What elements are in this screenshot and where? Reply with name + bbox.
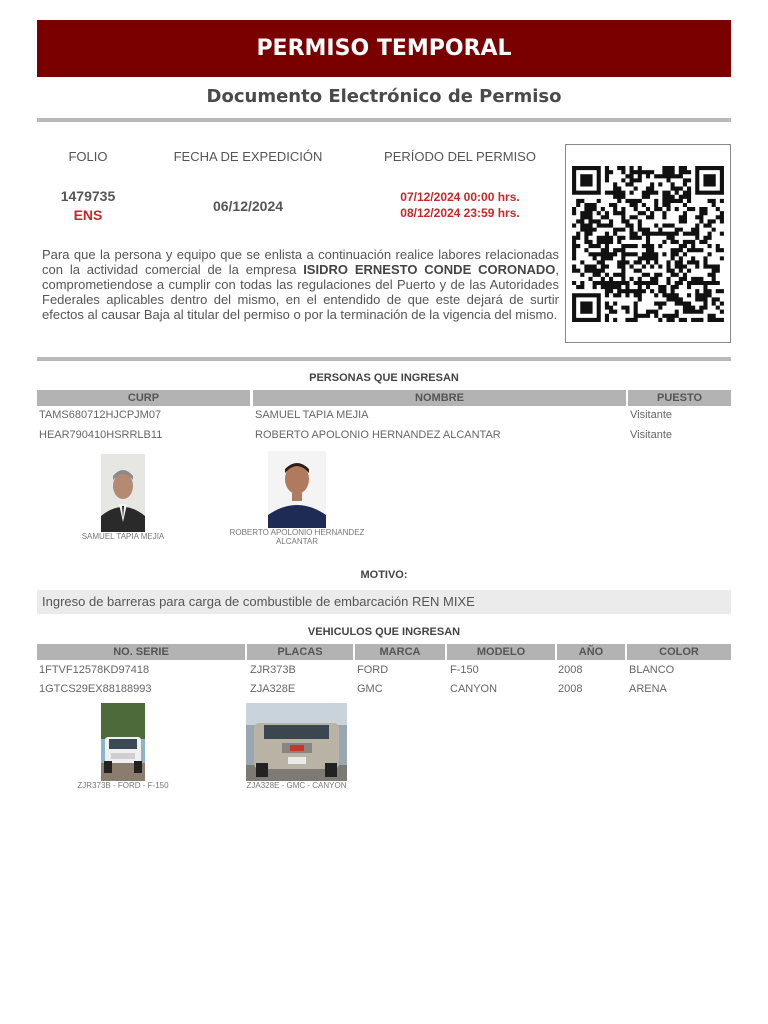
person-photo-caption: ROBERTO APOLONIO HERNANDEZ ALCANTAR <box>229 528 365 546</box>
column-header-puesto: PUESTO <box>628 390 731 406</box>
vehicle-photo-caption: ZJR373B - FORD - F-150 <box>77 781 169 790</box>
persona-curp: TAMS680712HJCPJM07 <box>39 409 162 421</box>
vehiculo-modelo: F-150 <box>450 664 479 676</box>
vehiculo-placas: ZJA328E <box>250 683 296 695</box>
vehiculo-color: ARENA <box>629 683 667 695</box>
persona-puesto: Visitante <box>630 429 672 441</box>
fecha-value: 06/12/2024 <box>212 198 284 214</box>
person-photo <box>268 451 326 528</box>
motivo-text: Ingreso de barreras para carga de combustible de embarcación REN MIXE <box>37 590 731 614</box>
column-header-modelo: MODELO <box>447 644 555 660</box>
vehiculo-color: BLANCO <box>629 664 675 676</box>
persona-curp: HEAR790410HSRRLB11 <box>39 429 163 441</box>
person-photo-caption: SAMUEL TAPIA MEJIA <box>81 532 165 541</box>
vehiculo-serie: 1FTVF12578KD97418 <box>39 664 150 676</box>
qr-code <box>565 144 731 343</box>
divider <box>37 118 731 122</box>
column-header-color: COLOR <box>627 644 731 660</box>
permit-text-part1: Para que la persona y equipo que se enlista a continuación realice labores relacionadas con la actividad comercial de la empresa <box>42 247 559 277</box>
vehiculo-marca: GMC <box>357 683 383 695</box>
folio-label: FOLIO <box>68 149 108 164</box>
folio-value: 1479735 <box>60 188 116 204</box>
persona-puesto: Visitante <box>630 409 672 421</box>
column-header-anio: AÑO <box>557 644 625 660</box>
vehiculo-placas: ZJR373B <box>250 664 296 676</box>
personas-title: PERSONAS QUE INGRESAN <box>309 372 459 384</box>
folio-suffix: ENS <box>73 207 103 223</box>
vehicle-photo <box>101 703 145 781</box>
column-header-placas: PLACAS <box>247 644 353 660</box>
document-subtitle: Documento Electrónico de Permiso <box>206 86 562 107</box>
column-header-marca: MARCA <box>355 644 445 660</box>
periodo-inicio: 07/12/2024 00:00 hrs. <box>400 190 520 204</box>
document-title-banner: PERMISO TEMPORAL <box>37 20 731 77</box>
vehiculo-anio: 2008 <box>558 664 583 676</box>
permit-description <box>42 247 559 322</box>
vehicle-photo-caption: ZJA328E - GMC - CANYON <box>246 781 347 790</box>
motivo-title: MOTIVO: <box>360 569 408 581</box>
vehiculos-title: VEHICULOS QUE INGRESAN <box>307 626 461 638</box>
person-photo <box>101 454 145 532</box>
fecha-label: FECHA DE EXPEDICIÓN <box>173 149 323 164</box>
persona-nombre: ROBERTO APOLONIO HERNANDEZ ALCANTAR <box>255 429 501 441</box>
company-name: ISIDRO ERNESTO CONDE CORONADO <box>303 262 556 277</box>
vehicle-photo <box>246 703 347 781</box>
permit-text-part2: , comprometiendose a cumplir con todas las regulaciones del Puerto y de las Autoridades Federales aplicables dentro del mismo, en el entendido de que este dejará de surtir efectos al causar Baja al titular del permiso o por la terminación de la vigencia del mismo. <box>42 262 560 322</box>
persona-nombre: SAMUEL TAPIA MEJIA <box>255 409 369 421</box>
periodo-label: PERÍODO DEL PERMISO <box>384 149 536 164</box>
periodo-fin: 08/12/2024 23:59 hrs. <box>400 206 520 220</box>
qr-code-icon <box>572 166 724 322</box>
vehiculo-modelo: CANYON <box>450 683 498 695</box>
vehiculo-serie: 1GTCS29EX88188993 <box>39 683 152 695</box>
vehiculo-anio: 2008 <box>558 683 583 695</box>
column-header-serie: NO. SERIE <box>37 644 245 660</box>
divider <box>37 357 731 361</box>
column-header-nombre: NOMBRE <box>253 390 626 406</box>
vehiculo-marca: FORD <box>357 664 389 676</box>
column-header-curp: CURP <box>37 390 250 406</box>
